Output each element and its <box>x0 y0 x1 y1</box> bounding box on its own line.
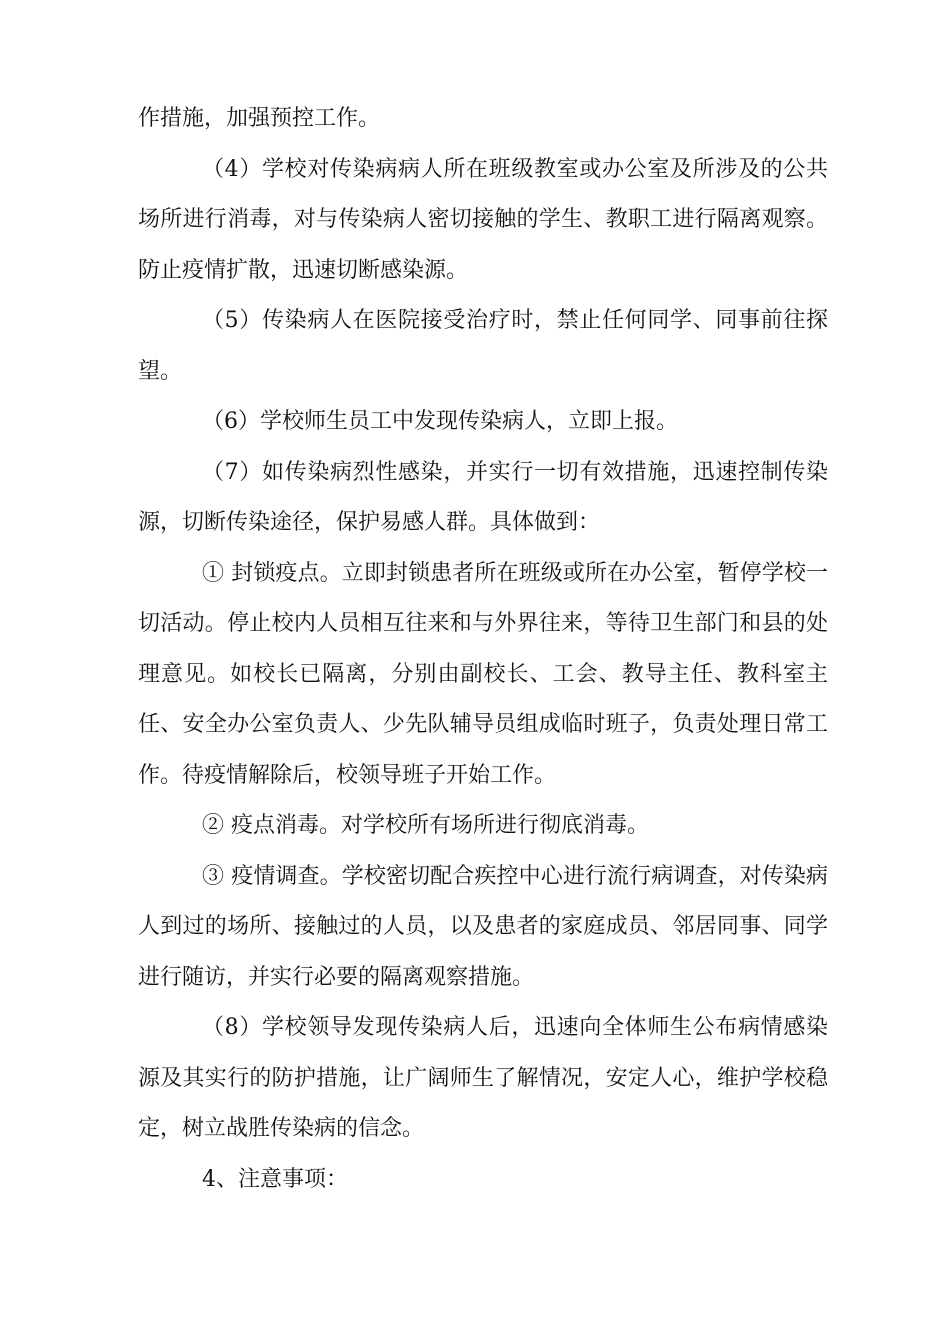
paragraph-subitem-1: ① 封锁疫点。立即封锁患者所在班级或所在办公室，暂停学校一切活动。停止校内人员相互往来和与外界往来，等待卫生部门和县的处理意见。如校长已隔离，分别由副校长、工会、教导主任、教科室主任、安全办公室负责人、少先队辅导员组成临时班子，负责处理日常工作。待疫情解除后，校领导班子开始工作。 <box>138 560 828 788</box>
paragraph-subitem-2: ② 疫点消毒。对学校所有场所进行彻底消毒。 <box>202 813 649 838</box>
paragraph-item-7: （7）如传染病烈性感染，并实行一切有效措施，迅速控制传染源，切断传染途径，保护易感人群。具体做到： <box>138 459 828 535</box>
paragraph-subitem-3: ③ 疫情调查。学校密切配合疾控中心进行流行病调查，对传染病人到过的场所、接触过的人员，以及患者的家庭成员、邻居同事、同学进行随访，并实行必要的隔离观察措施。 <box>138 863 828 990</box>
paragraph-item-6: （6）学校师生员工中发现传染病人，立即上报。 <box>202 409 678 434</box>
document-body <box>138 94 828 1205</box>
paragraph-item-8: （8）学校领导发现传染病人后，迅速向全体师生公布病情感染源及其实行的防护措施，让广阔师生了解情况，安定人心，维护学校稳定，树立战胜传染病的信念。 <box>138 1015 828 1141</box>
paragraph-item-5: （5）传染病人在医院接受治疗时，禁止任何同学、同事前往探望。 <box>138 308 828 384</box>
section-heading-notes: 4、注意事项： <box>202 1166 348 1192</box>
paragraph-item-4: （4）学校对传染病病人所在班级教室或办公室及所涉及的公共场所进行消毒，对与传染病人密切接触的学生、教职工进行隔离观察。防止疫情扩散，迅速切断感染源。 <box>138 156 828 283</box>
paragraph-continuation: 作措施，加强预控工作。 <box>138 106 381 131</box>
